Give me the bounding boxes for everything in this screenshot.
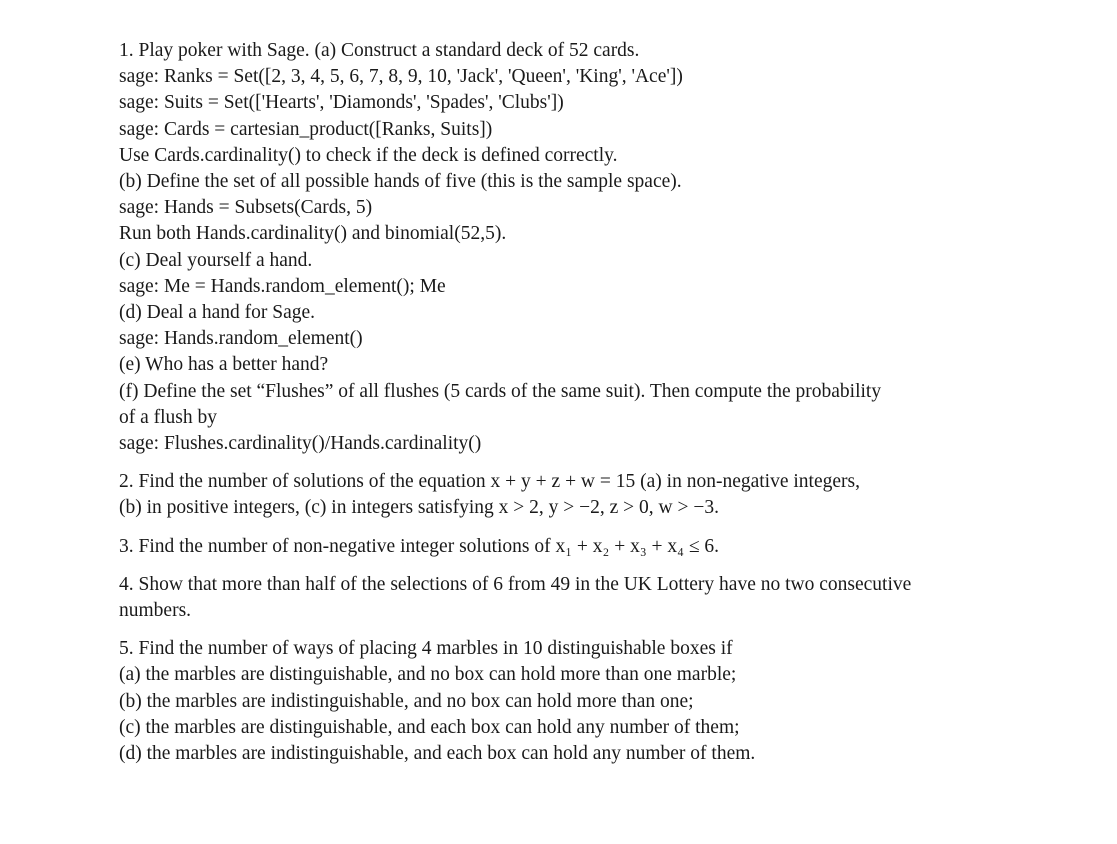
problem-4-line: numbers. bbox=[119, 600, 192, 622]
spacer bbox=[119, 624, 1049, 636]
problem-4 bbox=[119, 572, 1049, 624]
problem-1-line: sage: Hands.random_element() bbox=[119, 328, 363, 350]
problem-2-line: 2. Find the number of solutions of the equation x + y + z + w = 15 (a) in non-negative integers, bbox=[119, 471, 860, 493]
problem-2-line: (b) in positive integers, (c) in integers satisfying x > 2, y > −2, z > 0, w > −3. bbox=[119, 497, 719, 519]
problem-1-line: sage: Cards = cartesian_product([Ranks, Suits]) bbox=[119, 118, 493, 140]
problem-1-line: (d) Deal a hand for Sage. bbox=[119, 302, 315, 324]
problem-5 bbox=[119, 636, 1049, 767]
problem-1-line: sage: Me = Hands.random_element(); Me bbox=[119, 275, 446, 297]
problem-1-line: sage: Flushes.cardinality()/Hands.cardinality() bbox=[119, 433, 482, 455]
problem-2 bbox=[119, 469, 1049, 521]
spacer bbox=[119, 560, 1049, 572]
problem-3 bbox=[119, 534, 1049, 560]
problem-1-line: of a flush by bbox=[119, 406, 218, 428]
problem-1-line: (f) Define the set “Flushes” of all flushes (5 cards of the same suit). Then compute the probability bbox=[119, 380, 882, 402]
problem-1-line: (b) Define the set of all possible hands of five (this is the sample space). bbox=[119, 171, 682, 193]
problem-1-line: (e) Who has a better hand? bbox=[119, 354, 329, 376]
spacer bbox=[119, 522, 1049, 534]
problem-set bbox=[119, 38, 1049, 767]
problem-1-line: sage: Ranks = Set([2, 3, 4, 5, 6, 7, 8, 9, 10, 'Jack', 'Queen', 'King', 'Ace']) bbox=[119, 66, 683, 88]
problem-3-line: 3. Find the number of non-negative integer solutions of x₁ + x₂ + x₃ + x₄ ≤ 6. bbox=[119, 535, 720, 557]
problem-5-line: (d) the marbles are indistinguishable, and each box can hold any number of them. bbox=[119, 743, 756, 765]
problem-1-line: sage: Hands = Subsets(Cards, 5) bbox=[119, 197, 373, 219]
problem-1 bbox=[119, 38, 1049, 457]
spacer bbox=[119, 457, 1049, 469]
problem-4-line: 4. Show that more than half of the selections of 6 from 49 in the UK Lottery have no two consecutive bbox=[119, 573, 912, 595]
problem-5-line: 5. Find the number of ways of placing 4 marbles in 10 distinguishable boxes if bbox=[119, 638, 733, 660]
problem-1-line: Use Cards.cardinality() to check if the deck is defined correctly. bbox=[119, 144, 618, 166]
problem-5-line: (a) the marbles are distinguishable, and no box can hold more than one marble; bbox=[119, 664, 737, 686]
problem-1-line: sage: Suits = Set(['Hearts', 'Diamonds', 'Spades', 'Clubs']) bbox=[119, 92, 564, 114]
problem-1-line: (c) Deal yourself a hand. bbox=[119, 249, 313, 271]
problem-5-line: (c) the marbles are distinguishable, and each box can hold any number of them; bbox=[119, 716, 740, 738]
problem-1-line: 1. Play poker with Sage. (a) Construct a standard deck of 52 cards. bbox=[119, 40, 640, 61]
problem-1-line: Run both Hands.cardinality() and binomial(52,5). bbox=[119, 223, 507, 245]
problem-5-line: (b) the marbles are indistinguishable, and no box can hold more than one; bbox=[119, 690, 694, 712]
